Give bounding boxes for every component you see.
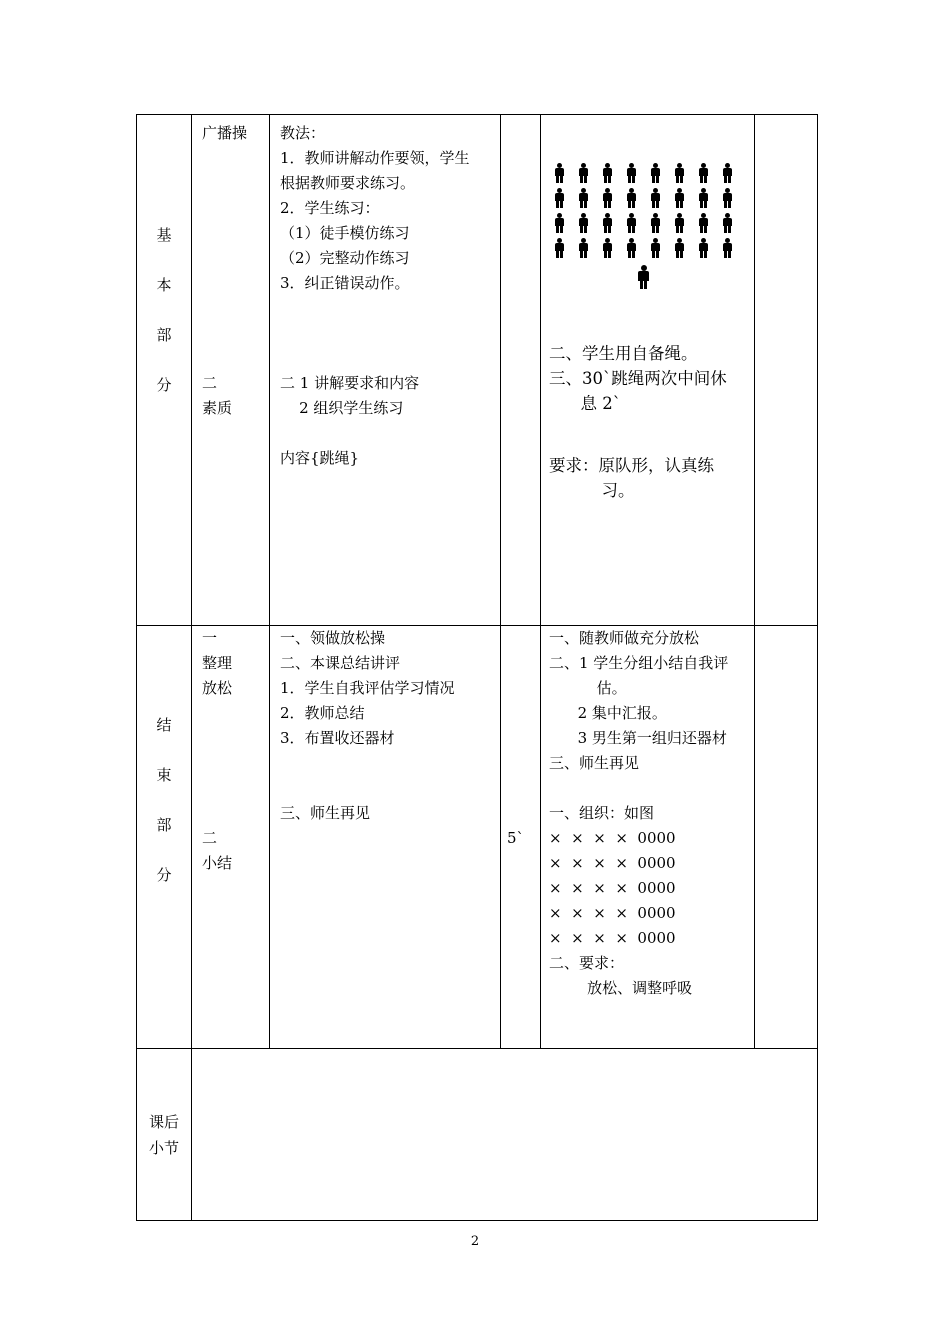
method-line <box>280 751 500 776</box>
basic-content-cell <box>192 115 270 626</box>
ending-time-cell <box>501 626 541 1049</box>
person-icon <box>555 188 564 208</box>
person-icon <box>555 213 564 233</box>
content-line <box>202 701 269 726</box>
content-line <box>202 321 269 346</box>
org-line: 息 2` <box>549 394 621 413</box>
ending-part-label <box>137 626 192 1049</box>
after-class-row <box>137 1049 818 1221</box>
person-icon <box>627 213 636 233</box>
person-icon <box>579 188 588 208</box>
formation-row: × × × × 0000 <box>549 904 676 922</box>
formation-row: × × × × 0000 <box>549 854 676 872</box>
person-icon <box>699 213 708 233</box>
method-line: （1）徒手模仿练习 <box>280 224 410 242</box>
method-line: 二 1 讲解要求和内容 <box>280 374 420 392</box>
method-line <box>280 421 500 446</box>
after-class-content <box>192 1049 818 1221</box>
content-line <box>202 146 269 171</box>
org-line: 二、要求： <box>549 954 625 972</box>
person-icon <box>603 188 612 208</box>
method-line <box>280 296 500 321</box>
method-line: 1．学生自我评估学习情况 <box>280 679 455 697</box>
person-icon <box>723 163 732 183</box>
teacher-icon <box>638 265 649 289</box>
person-icon <box>651 188 660 208</box>
content-line: 二 <box>202 374 218 392</box>
method-line: 2．教师总结 <box>280 704 365 722</box>
basic-remark-cell <box>755 115 818 626</box>
after-class-label-line: 课后 <box>148 1112 179 1131</box>
person-icon <box>651 163 660 183</box>
content-line: 小结 <box>202 854 233 872</box>
person-icon <box>675 238 684 258</box>
section-char: 结 <box>156 716 172 734</box>
method-line: 一、领做放松操 <box>280 629 386 647</box>
content-line <box>202 221 269 246</box>
ending-content-cell <box>192 626 270 1049</box>
method-line: 教法： <box>280 124 326 142</box>
content-line: 广播操 <box>202 124 248 142</box>
person-icon <box>579 238 588 258</box>
method-line: 二、本课总结讲评 <box>280 654 401 672</box>
person-icon <box>723 188 732 208</box>
person-icon <box>675 188 684 208</box>
method-line: 2．学生练习： <box>280 199 380 217</box>
org-requirement-line: 习。 <box>549 481 635 500</box>
basic-part-row <box>137 115 818 626</box>
org-line: 三、30`跳绳两次中间休 <box>549 369 727 388</box>
method-line: 内容{跳绳} <box>280 449 360 467</box>
method-line: 1．教师讲解动作要领，学生 <box>280 149 470 167</box>
content-line <box>202 346 269 371</box>
section-char: 束 <box>156 766 172 784</box>
time-value: 5` <box>507 829 525 847</box>
ending-organization-cell <box>541 626 755 1049</box>
org-line: 2 集中汇报。 <box>549 704 667 722</box>
person-icon <box>555 238 564 258</box>
section-char: 本 <box>156 276 172 294</box>
basic-part-label <box>137 115 192 626</box>
method-line <box>280 346 500 371</box>
org-line: 放松、调整呼吸 <box>549 979 693 997</box>
content-line <box>202 271 269 296</box>
content-line <box>202 246 269 271</box>
method-line: 2 组织学生练习 <box>280 399 404 417</box>
method-line: 3．纠正错误动作。 <box>280 274 410 292</box>
ending-method-cell <box>270 626 501 1049</box>
formation-row: × × × × 0000 <box>549 879 676 897</box>
org-line: 三、师生再见 <box>549 754 640 772</box>
person-icon <box>627 163 636 183</box>
person-icon <box>651 213 660 233</box>
ending-remark-cell <box>755 626 818 1049</box>
person-icon <box>627 188 636 208</box>
content-line: 整理 <box>202 654 233 672</box>
content-line <box>202 171 269 196</box>
after-class-label-line: 小节 <box>148 1138 179 1157</box>
content-line: 一 <box>202 629 218 647</box>
person-icon <box>699 238 708 258</box>
section-char: 分 <box>156 866 172 884</box>
content-line <box>202 196 269 221</box>
method-line: 3．布置收还器材 <box>280 729 395 747</box>
page-number: 2 <box>470 1234 480 1249</box>
method-line: （2）完整动作练习 <box>280 249 410 267</box>
org-line: 一、组织：如图 <box>549 804 655 822</box>
section-char: 基 <box>156 226 172 244</box>
formation-diagram <box>541 115 755 255</box>
org-requirement-line: 要求：原队形，认真练 <box>549 456 714 475</box>
person-icon <box>699 188 708 208</box>
person-icon <box>627 238 636 258</box>
person-icon <box>603 213 612 233</box>
formation-row: × × × × 0000 <box>549 829 676 847</box>
person-icon <box>603 238 612 258</box>
person-icon <box>555 163 564 183</box>
person-icon <box>723 213 732 233</box>
org-line: 二、学生用自备绳。 <box>549 344 698 363</box>
person-icon <box>675 163 684 183</box>
org-line: 估。 <box>549 679 627 697</box>
ending-part-row <box>137 626 818 1049</box>
formation-row: × × × × 0000 <box>549 929 676 947</box>
content-line: 素质 <box>202 399 233 417</box>
basic-method-cell <box>270 115 501 626</box>
content-line <box>202 801 269 826</box>
section-char: 部 <box>156 326 172 344</box>
method-line <box>280 321 500 346</box>
method-line: 根据教师要求练习。 <box>280 174 416 192</box>
person-icon <box>579 213 588 233</box>
org-line: 一、随教师做充分放松 <box>549 629 700 647</box>
content-line: 二 <box>202 829 218 847</box>
org-line <box>549 776 754 801</box>
person-icon <box>723 238 732 258</box>
section-char: 部 <box>156 816 172 834</box>
org-line: 二、1 学生分组小结自我评 <box>549 654 729 672</box>
person-icon <box>675 213 684 233</box>
content-line <box>202 776 269 801</box>
basic-time-cell <box>501 115 541 626</box>
basic-organization-cell <box>541 115 755 626</box>
section-char: 分 <box>156 376 172 394</box>
method-line <box>280 776 500 801</box>
after-class-label <box>137 1049 192 1221</box>
lesson-plan-table <box>136 114 818 1221</box>
person-icon <box>579 163 588 183</box>
content-line <box>202 296 269 321</box>
method-line: 三、师生再见 <box>280 804 371 822</box>
content-line <box>202 726 269 751</box>
org-line: 3 男生第一组归还器材 <box>549 729 727 747</box>
person-icon <box>651 238 660 258</box>
person-icon <box>603 163 612 183</box>
content-line <box>202 751 269 776</box>
content-line: 放松 <box>202 679 233 697</box>
person-icon <box>699 163 708 183</box>
